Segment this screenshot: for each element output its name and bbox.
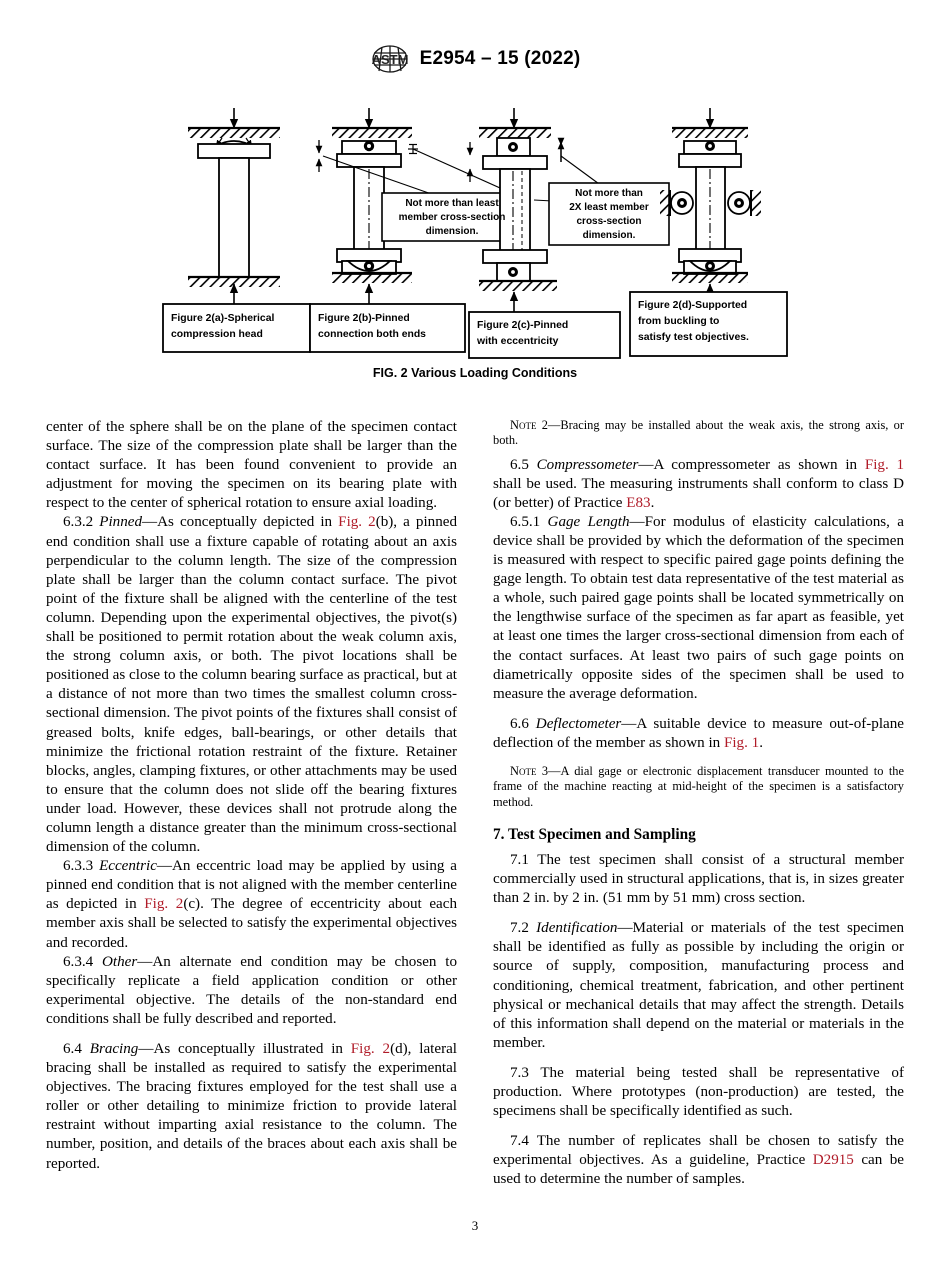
clause-term-eccentric: Eccentric — [99, 858, 157, 875]
callout-least-line-3: dimension. — [425, 226, 479, 237]
figure-caption: FIG. 2 Various Loading Conditions — [372, 366, 578, 380]
clause-6-6-text-b: . — [759, 734, 763, 751]
clause-number-6-5: 6.5 — [510, 456, 529, 473]
link-fig-1-deflectometer[interactable]: Fig. 1 — [723, 734, 760, 751]
paragraph-sphere-continuation: center of the sphere shall be on the plane of the specimen contact surface. The size of the compression plate shall be larger than the contact surface. It has been found convenient to provide an adjustment for moving the specimen on its bearing plate with respect to the center of spherical rotation to ensure axial loading. — [46, 419, 457, 512]
figure-label-d-line-1: Figure 2(d)-Supported — [638, 300, 748, 311]
note-3 — [493, 764, 904, 810]
paragraph-6-5-1 — [493, 513, 904, 704]
paragraph-6-3-4 — [46, 953, 457, 1029]
clause-number-6-6: 6.6 — [510, 715, 529, 732]
link-practice-e83[interactable]: E83 — [626, 494, 651, 511]
clause-number-7-2: 7.2 — [510, 920, 529, 937]
note-2 — [493, 418, 904, 449]
note-2-label: Note — [510, 418, 537, 432]
paragraph-7-2 — [493, 919, 904, 1053]
clause-6-6-text-a: —A suitable device to measure out-of-plane deflection of the member as shown in — [493, 715, 904, 751]
body-columns — [46, 418, 904, 1189]
figure-label-b-line-1: Figure 2(b)-Pinned — [318, 313, 410, 324]
clause-number-6-3-2: 6.3.2 — [63, 514, 94, 531]
figure-callout-least — [386, 197, 518, 239]
callout-2x-line-1: Not more than — [575, 188, 643, 199]
standard-designation: E2954 – 15 (2022) — [419, 48, 581, 69]
clause-term-bracing: Bracing — [89, 1041, 139, 1057]
link-fig-2-c[interactable]: Fig. 2 — [144, 896, 184, 913]
page-header — [0, 44, 950, 74]
clause-6-3-2-text-b: (b), a pinned end condition shall use a fixture capable of rotating about an axis perpendicular to the column length. The size of the compression plate shall be larger than the column contact surface. The pivot point of the fixture shall be aligned with the centerline of the test column. Depending upon the experimental objectives, the pivot(s) shall be positioned to permit rotation about the weak column axis, the strong column axis, or both. The pivot locations shall be positioned as close to the column bearing surface as practical, but at a distance of not more than two times the smallest column cross-sectional dimension. The pivot points of the fixtures shall consist of greased bolts, knife edges, ball-bearings, or other details that minimize the frictional rotation restraint of the fixture. Retainer blocks, angles, clamping fixtures, or other attachments may be used to ensure that the column does not slide off the bearing fixtures under load. However, these devices shall not protrude along the column length a distance greater than the minimum cross-sectional dimension of the column. — [46, 514, 457, 856]
section-heading-7: 7. Test Specimen and Sampling — [493, 825, 696, 843]
clause-6-5-text-c: . — [650, 494, 655, 511]
clause-number-6-3-4: 6.3.4 — [63, 953, 94, 970]
clause-term-identification: Identification — [536, 920, 618, 937]
astm-logo — [370, 44, 410, 74]
clause-7-2-text: —Material or materials of the test specimen shall be identified as fully as possible by including the origin or source of supply, composition, manufacturing process and conditioning, chemical treatment, fabrication, and other pertinent physical or mechanical details that may affect the strength. Details of this information shall depend on the material or materials in the member. — [493, 920, 904, 1051]
link-fig-1-compressometer[interactable]: Fig. 1 — [864, 456, 904, 473]
paragraph-6-3-3 — [46, 857, 457, 952]
figure-label-a — [171, 311, 306, 343]
link-fig-2-d[interactable]: Fig. 2 — [350, 1041, 391, 1057]
clause-6-5-text-b: shall be used. The measuring instruments shall conform to class D (or better) of Practice — [493, 475, 904, 511]
figure-label-c-line-1: Figure 2(c)-Pinned — [477, 320, 569, 331]
svg-text:ASTM: ASTM — [371, 52, 409, 67]
clause-number-6-5-1: 6.5.1 — [510, 513, 541, 530]
clause-6-5-text-a: —A compressometer as shown in — [638, 456, 865, 473]
callout-2x-line-4: dimension. — [582, 230, 636, 241]
figure-label-c — [477, 318, 619, 350]
figure-2-loading-conditions — [0, 100, 950, 390]
figure-2d-diagram — [660, 108, 761, 304]
paragraph-6-6 — [493, 715, 904, 753]
figure-callout-2x-least — [552, 187, 666, 243]
note-2-text: 2—Bracing may be installed about the weak axis, the strong axis, or both. — [493, 418, 904, 448]
callout-2x-line-2: 2X least member — [569, 202, 649, 213]
paragraph-6-4 — [46, 1040, 457, 1174]
clause-6-3-4-text: —An alternate end condition may be chosen to specifically replicate a field application condition or other experimental objective. The details of the non-standard end conditions shall be fully described and reported. — [46, 953, 457, 1027]
callout-least-line-1: Not more than least — [405, 198, 499, 209]
left-column — [46, 418, 457, 1189]
right-column — [493, 418, 904, 1189]
clause-term-compressometer: Compressometer — [536, 456, 639, 473]
clause-6-3-3-text-b: (c). The degree of eccentricity about each member axis shall be selected to satisfy the experimental objectives and recorded. — [46, 896, 457, 951]
paragraph-7-4 — [493, 1132, 904, 1189]
callout-2x-line-3: cross-section — [576, 216, 642, 227]
page-number: 3 — [471, 1218, 479, 1233]
clause-6-5-1-text: —For modulus of elasticity calculations, a device shall be provided by which the deformation of the specimen is measured with respect to specific paired gage points defining the gage length. To obtain test data representative of the test material as a whole, such paired gage points shall be located symmetrically on the lengthwise surface of the specimen as far apart as feasible, yet at least one times the larger cross-sectional dimension from each of the contact surfaces. At least two pairs of such gage points on diametrically opposite sides of the specimen shall be used to measure the average deformation. — [493, 513, 904, 702]
clause-number-6-4: 6.4 — [63, 1041, 82, 1057]
paragraph-7-3: 7.3 The material being tested shall be representative of production. Where prototypes (non-production) are tested, the specimens shall be specifically identified as such. — [493, 1064, 904, 1120]
figure-label-b-line-2: connection both ends — [318, 329, 426, 340]
paragraph-6-3-2 — [46, 513, 457, 857]
clause-7-4-text-b: can be used to determine the number of samples. — [493, 1152, 904, 1188]
note-3-label: Note — [510, 764, 537, 778]
clause-term-pinned: Pinned — [99, 514, 143, 531]
figure-label-d — [638, 298, 785, 346]
clause-term-deflectometer: Deflectometer — [535, 715, 622, 732]
figure-label-a-line-1: Figure 2(a)-Spherical — [171, 313, 275, 324]
figure-label-d-line-2: from buckling to — [638, 316, 720, 327]
clause-6-3-3-text-a: —An eccentric load may be applied by using a pinned end condition that is not aligned with the member centerline as depicted in — [46, 858, 457, 913]
clause-6-3-2-text-a: —As conceptually depicted in — [142, 514, 339, 531]
clause-term-other: Other — [102, 953, 138, 970]
note-3-text: 3—A dial gage or electronic displacement transducer mounted to the frame of the machine reacting at mid-height of the specimen is a satisfactory method. — [493, 764, 904, 809]
figure-label-a-line-2: compression head — [171, 329, 263, 340]
paragraph-7-1: 7.1 The test specimen shall consist of a structural member commercially used in structural applications, that is, in sizes greater than 2 in. by 2 in. (51 mm by 51 mm) cross section. — [493, 851, 904, 907]
clause-number-6-3-3: 6.3.3 — [63, 858, 94, 875]
clause-6-4-text-b: (d), lateral bracing shall be installed as required to satisfy the experimental objectives. The bracing fixtures employed for the test shall use a roller or other detailing to minimize friction to provide lateral restraint without imparting axial resistance to the column. The number, position, and details of the braces about each axis shall be reported. — [46, 1041, 457, 1172]
figure-label-b — [318, 311, 463, 343]
figure-2a-diagram — [188, 108, 280, 307]
figure-label-d-line-3: satisfy test objectives. — [638, 332, 749, 343]
clause-6-4-text-a: —As conceptually illustrated in — [138, 1041, 351, 1057]
link-fig-2-b[interactable]: Fig. 2 — [338, 514, 376, 531]
callout-least-line-2: member cross-section — [398, 212, 506, 223]
link-practice-d2915[interactable]: D2915 — [812, 1152, 854, 1169]
clause-7-4-text-a: 7.4 The number of replicates shall be chosen to satisfy the experimental objectives. As a guideline, Practice — [493, 1133, 904, 1169]
clause-term-gage-length: Gage Length — [547, 513, 630, 530]
paragraph-6-5 — [493, 456, 904, 513]
figure-label-c-line-2: with eccentricity — [477, 336, 559, 347]
